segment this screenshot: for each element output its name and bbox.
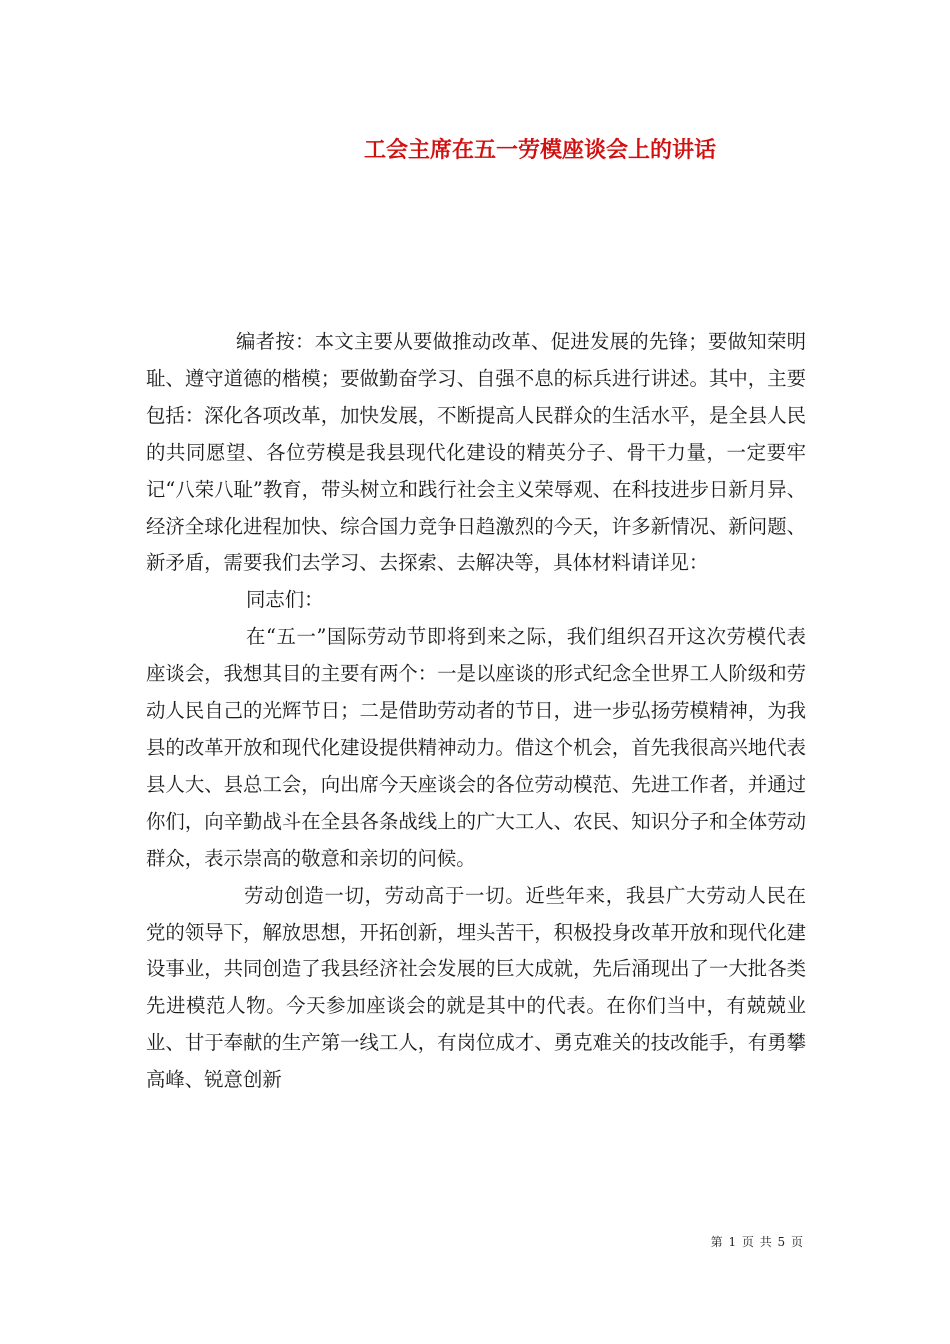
document-title: 工会主席在五一劳模座谈会上的讲话 (363, 137, 716, 163)
body-paragraph: 劳动创造一切，劳动高于一切。近些年来，我县广大劳动人民在党的领导下，解放思想，开拓创新，埋头苦干，积极投身改革开放和现代化建设事业，共同创造了我县经济社会发展的巨大成就，先后涌现出了一大批各类先进模范人物。今天参加座谈会的就是其中的代表。在你们当中，有兢兢业业、甘于奉献的生产第一线工人，有岗位成才、勇克难关的技改能手，有勇攀高峰、锐意创新 (146, 883, 806, 1092)
salutation-paragraph: 同志们： (246, 588, 324, 612)
editor-note-paragraph: 编者按：本文主要从要做推动改革、促进发展的先锋；要做知荣明耻、遵守道德的楷模；要做勤奋学习、自强不息的标兵进行讲述。其中，主要包括：深化各项改革，加快发展，不断提高人民群众的生活水平，是全县人民的共同愿望、各位劳模是我县现代化建设的精英分子、骨干力量，一定要牢记“八荣八耻”教育，带头树立和践行社会主义荣辱观、在科技进步日新月异、经济全球化进程加快、综合国力竞争日趋激烈的今天，许多新情况、新问题、新矛盾，需要我们去学习、去探索、去解决等，具体材料请详见： (146, 330, 806, 575)
document-body (146, 324, 806, 1099)
page-number: 第 1 页 共 5 页 (710, 1235, 804, 1249)
body-paragraph: 在“五一”国际劳动节即将到来之际，我们组织召开这次劳模代表座谈会，我想其目的主要有两个：一是以座谈的形式纪念全世界工人阶级和劳动人民自己的光辉节日；二是借助劳动者的节日，进一步弘扬劳模精神，为我县的改革开放和现代化建设提供精神动力。借这个机会，首先我很高兴地代表县人大、县总工会，向出席今天座谈会的各位劳动模范、先进工作者，并通过你们，向辛勤战斗在全县各条战线上的广大工人、农民、知识分子和全体劳动群众，表示崇高的敬意和亲切的问候。 (146, 625, 806, 870)
